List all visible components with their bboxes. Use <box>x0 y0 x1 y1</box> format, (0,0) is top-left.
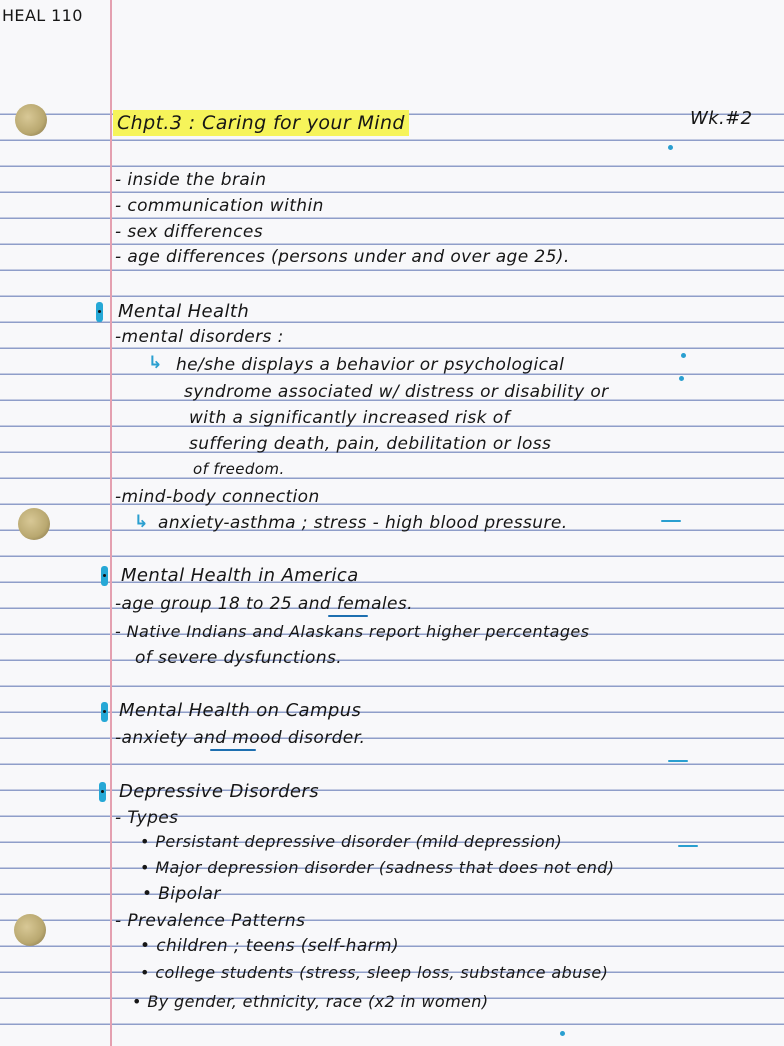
section-heading-depressive-disorders: Depressive Disorders <box>119 781 319 802</box>
binder-hole-middle <box>18 508 50 540</box>
note-line: • Bipolar <box>142 884 221 904</box>
arrow-icon: ↳ <box>134 512 149 532</box>
title-highlight: Chpt.3 : Caring for your Mind <box>113 110 409 136</box>
ink-dot <box>679 376 684 381</box>
note-line: - inside the brain <box>115 170 267 190</box>
ink-dot <box>560 1031 565 1036</box>
note-line: - sex differences <box>115 222 263 242</box>
and-underline <box>328 615 368 617</box>
note-line: -mental disorders : <box>115 327 284 347</box>
ink-dash <box>661 520 681 522</box>
note-line: suffering death, pain, debilitation or loss <box>189 434 552 454</box>
section-heading-mental-health-america: Mental Health in America <box>121 565 359 586</box>
note-line: • college students (stress, sleep loss, substance abuse) <box>140 963 609 982</box>
note-line: he/she displays a behavior or psychological <box>176 355 565 375</box>
note-line: • children ; teens (self-harm) <box>140 936 400 956</box>
ink-dot <box>681 353 686 358</box>
ink-dash <box>668 760 688 762</box>
page-title <box>113 112 409 134</box>
binder-hole-top <box>15 104 47 136</box>
note-line: of severe dysfunctions. <box>135 648 343 668</box>
ink-dash <box>678 845 698 847</box>
note-line: - Types <box>115 808 179 828</box>
note-line: - communication within <box>115 196 324 216</box>
note-line: • Major depression disorder (sadness that does not end) <box>140 858 615 877</box>
section-marker <box>101 566 108 586</box>
top-margin <box>0 0 784 92</box>
note-line: • By gender, ethnicity, race (x2 in women) <box>132 992 489 1011</box>
section-heading-mental-health-campus: Mental Health on Campus <box>119 700 362 721</box>
note-line: with a significantly increased risk of <box>189 408 510 428</box>
note-line: - Native Indians and Alaskans report higher percentages <box>115 622 590 641</box>
section-heading-mental-health: Mental Health <box>118 301 250 322</box>
note-line: -mind-body connection <box>115 487 320 507</box>
section-marker <box>96 302 103 322</box>
and-underline <box>210 749 256 751</box>
note-line: of freedom. <box>193 460 285 478</box>
note-line: -age group 18 to 25 and females. <box>115 594 413 614</box>
note-line: -anxiety and mood disorder. <box>115 728 366 748</box>
course-code: HEAL 110 <box>2 6 83 25</box>
note-line: • Persistant depressive disorder (mild depression) <box>140 832 563 851</box>
arrow-icon: ↳ <box>148 353 163 373</box>
margin-line <box>110 0 112 1046</box>
section-marker <box>101 702 108 722</box>
note-line: - Prevalence Patterns <box>115 911 306 931</box>
note-line: - age differences (persons under and over age 25). <box>115 247 570 267</box>
binder-hole-bottom <box>14 914 46 946</box>
section-marker <box>99 782 106 802</box>
note-line: syndrome associated w/ distress or disability or <box>184 382 609 402</box>
note-line: anxiety-asthma ; stress - high blood pressure. <box>158 513 568 533</box>
ink-dot <box>668 145 673 150</box>
week-label: Wk.#2 <box>690 108 753 129</box>
